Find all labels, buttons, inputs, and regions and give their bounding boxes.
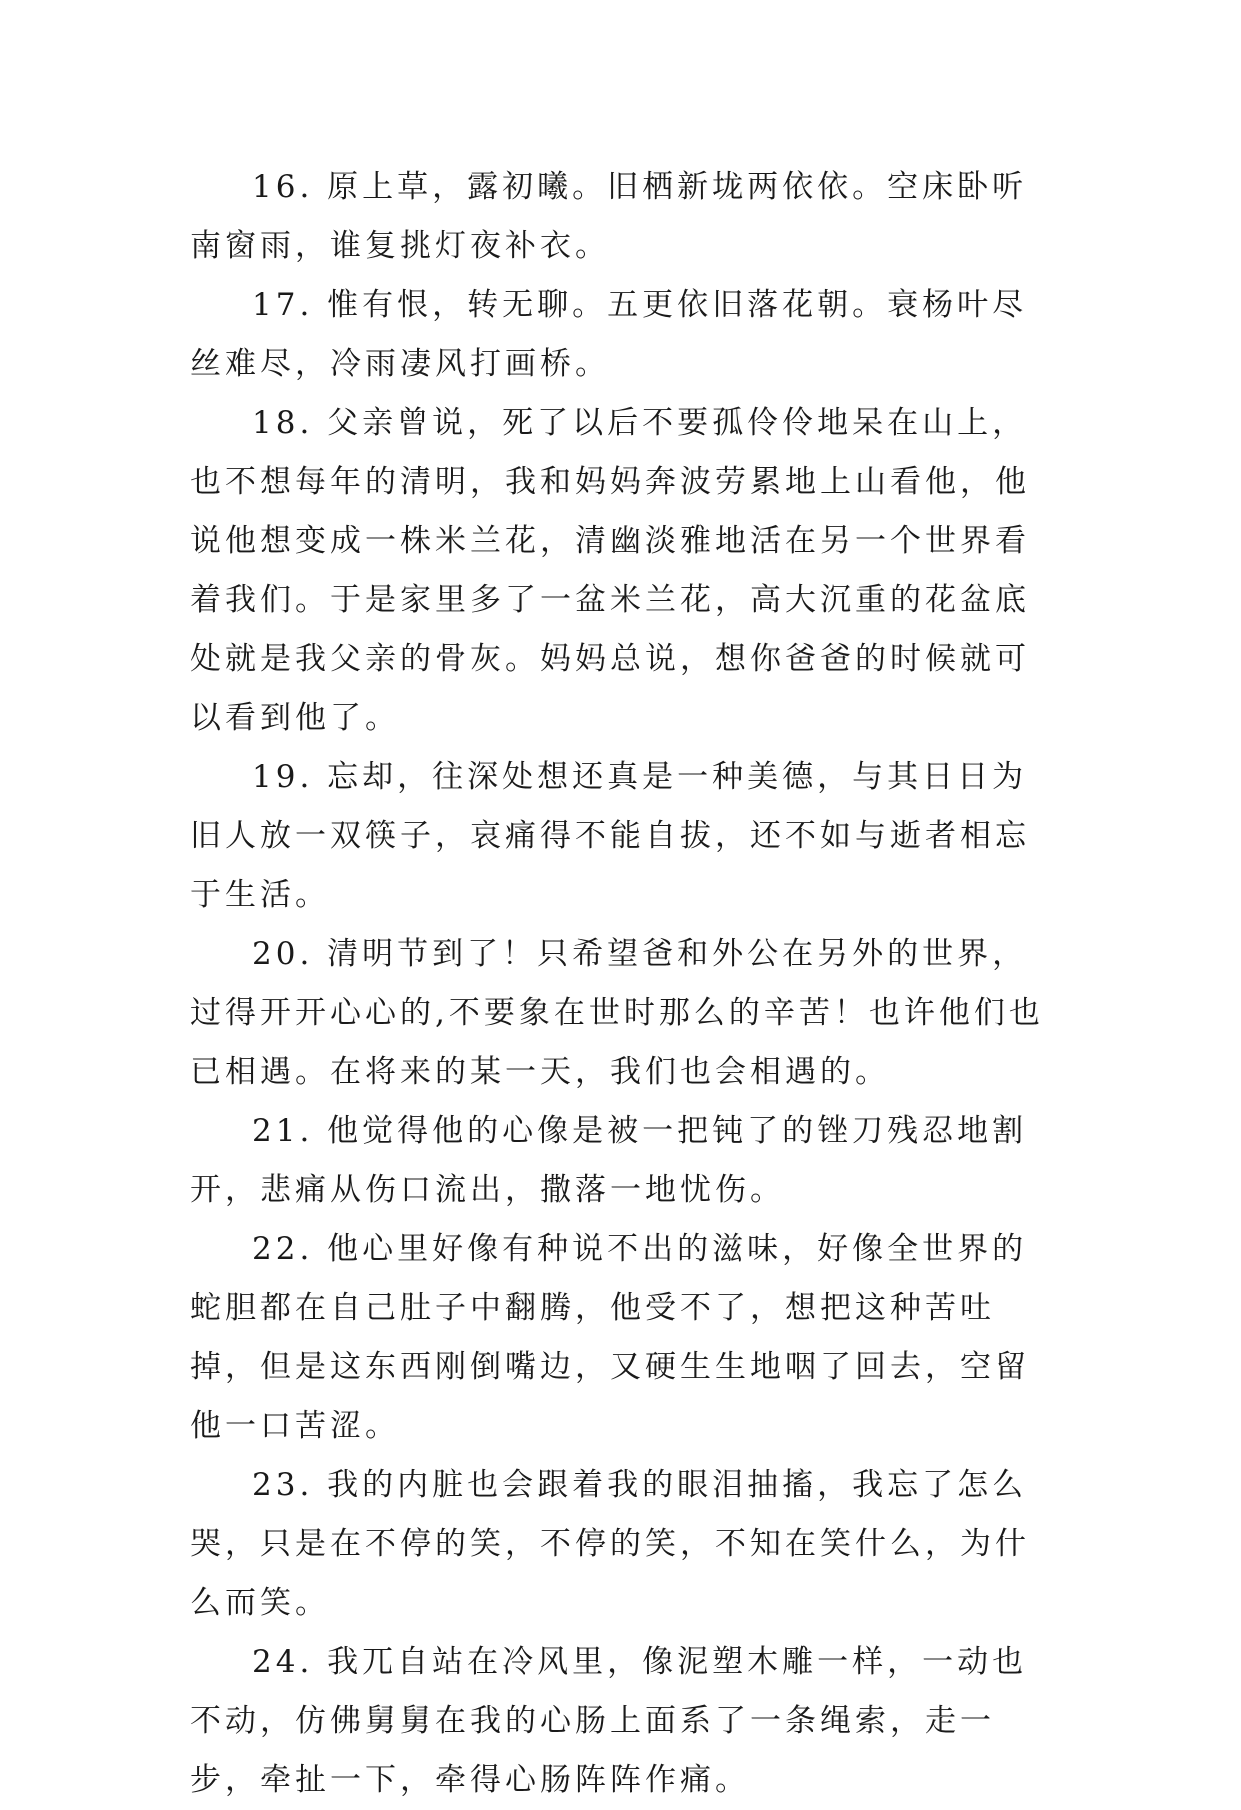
- paragraph-19: 19. 忘却，往深处想还真是一种美德，与其日日为旧人放一双筷子，哀痛得不能自拔，还不如与逝者相忘于生活。: [190, 759, 1030, 913]
- paragraph-18: 18. 父亲曾说，死了以后不要孤伶伶地呆在山上，也不想每年的清明，我和妈妈奔波劳累地上山看他，他说他想变成一株米兰花，清幽淡雅地活在另一个世界看着我们。于是家里多了一盆米兰花，高大沉重的花盆底处就是我父亲的骨灰。妈妈总说，想你爸爸的时候就可以看到他了。: [190, 405, 1030, 736]
- paragraph-17: 17. 惟有恨，转无聊。五更依旧落花朝。衰杨叶尽丝难尽，冷雨凄风打画桥。: [190, 287, 1028, 382]
- paragraph-20: 20. 清明节到了！只希望爸和外公在另外的世界，过得开开心心的,不要象在世时那么的辛苦！也许他们也已相遇。在将来的某一天，我们也会相遇的。: [190, 936, 1044, 1090]
- paragraph-23: 23. 我的内脏也会跟着我的眼泪抽搐，我忘了怎么哭，只是在不停的笑，不停的笑，不知在笑什么，为什么而笑。: [190, 1467, 1030, 1621]
- paragraph-21: 21. 他觉得他的心像是被一把钝了的锉刀残忍地割开，悲痛从伤口流出，撒落一地忧伤。: [190, 1113, 1028, 1208]
- paragraph-16: 16. 原上草，露初曦。旧栖新垅两依依。空床卧听南窗雨，谁复挑灯夜补衣。: [190, 169, 1028, 264]
- document-body: [190, 158, 1060, 1810]
- paragraph-22: 22. 他心里好像有种说不出的滋味，好像全世界的蛇胆都在自己肚子中翻腾，他受不了，想把这种苦吐掉，但是这东西刚倒嘴边，又硬生生地咽了回去，空留他一口苦涩。: [190, 1231, 1030, 1444]
- paragraph-24: 24. 我兀自站在冷风里，像泥塑木雕一样，一动也不动，仿佛舅舅在我的心肠上面系了一条绳索，走一步，牵扯一下，牵得心肠阵阵作痛。: [190, 1644, 1028, 1798]
